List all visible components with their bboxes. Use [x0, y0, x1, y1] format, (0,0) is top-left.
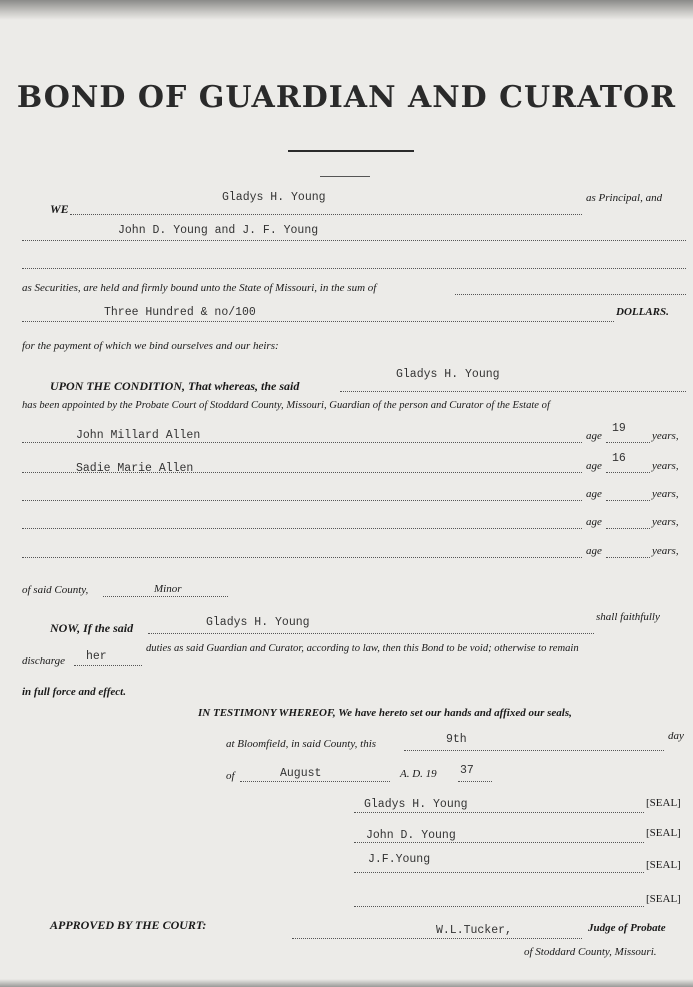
- appointment-text: has been appointed by the Probate Court of Stoddard County, Missouri, Guardian of the person and Curator of the Estate of: [22, 400, 550, 411]
- we-label: WE: [50, 202, 69, 216]
- years-label-2: years,: [652, 460, 679, 472]
- county-line: [103, 596, 228, 597]
- date-month: August: [280, 767, 322, 780]
- date-year: 37: [460, 764, 474, 777]
- place-label: at Bloomfield, in said County, this: [226, 738, 377, 750]
- discharge-label: discharge: [22, 655, 65, 667]
- age-line-4: [606, 528, 650, 529]
- payment-text: for the payment of which we bind ourselves and our heirs:: [22, 340, 279, 352]
- blank-line: [22, 268, 686, 269]
- age-label-5: age: [586, 545, 602, 557]
- signature-line-1: [354, 812, 644, 813]
- signature-1: Gladys H. Young: [364, 798, 468, 811]
- day-suffix: day: [668, 730, 684, 742]
- county-value: Minor: [154, 583, 182, 595]
- full-force: in full force and effect.: [22, 686, 126, 698]
- age-label-2: age: [586, 460, 602, 472]
- sum-line-1: [455, 294, 686, 295]
- now-name: Gladys H. Young: [206, 616, 310, 629]
- ward-name-2: Sadie Marie Allen: [76, 462, 194, 475]
- county-label: of said County,: [22, 584, 89, 596]
- age-label-3: age: [586, 488, 602, 500]
- judge-county: of Stoddard County, Missouri.: [524, 946, 657, 958]
- age-label-4: age: [586, 516, 602, 528]
- age-line-2: [606, 472, 650, 473]
- principal-name: Gladys H. Young: [222, 191, 326, 204]
- ward-line-1: [22, 442, 582, 443]
- age-label-1: age: [586, 430, 602, 442]
- years-label-3: years,: [652, 488, 679, 500]
- discharge-line: [74, 665, 142, 666]
- principal-suffix: as Principal, and: [586, 192, 663, 204]
- day-line: [404, 750, 664, 751]
- seal-3: [SEAL]: [646, 859, 681, 871]
- date-of: of: [226, 770, 235, 782]
- judge-name: W.L.Tucker,: [436, 924, 512, 937]
- years-label-5: years,: [652, 545, 679, 557]
- ward-age-2: 16: [612, 452, 626, 465]
- seal-2: [SEAL]: [646, 827, 681, 839]
- condition-label: UPON THE CONDITION, That whereas, the said: [50, 379, 300, 393]
- condition-name: Gladys H. Young: [396, 368, 500, 381]
- approved-label: APPROVED BY THE COURT:: [50, 918, 207, 932]
- month-line: [240, 781, 390, 782]
- title-rule: [288, 150, 414, 152]
- now-label: NOW, If the said: [50, 621, 134, 635]
- signature-3: J.F.Young: [368, 853, 431, 866]
- ward-line-5: [22, 557, 582, 558]
- date-ad: A. D. 19: [400, 768, 437, 780]
- ward-line-3: [22, 500, 582, 501]
- ward-name-1: John Millard Allen: [76, 429, 201, 442]
- amount-line: [22, 321, 614, 322]
- age-line-5: [606, 557, 650, 558]
- judge-line: [292, 938, 582, 939]
- judge-title: Judge of Probate: [588, 922, 666, 934]
- signature-line-2: [354, 842, 644, 843]
- age-line-1: [606, 442, 650, 443]
- years-label-4: years,: [652, 516, 679, 528]
- seal-4: [SEAL]: [646, 893, 681, 905]
- age-line-3: [606, 500, 650, 501]
- condition-line: [340, 391, 686, 392]
- document-title: BOND OF GUARDIAN AND CURATOR: [16, 80, 677, 115]
- testimony-text: IN TESTIMONY WHEREOF, We have hereto set our hands and affixed our seals,: [198, 707, 572, 719]
- signature-line-3: [354, 872, 644, 873]
- ward-line-4: [22, 528, 582, 529]
- signature-line-4: [354, 906, 644, 907]
- principal-line: [70, 214, 582, 215]
- now-line: [148, 633, 594, 634]
- ward-age-1: 19: [612, 422, 626, 435]
- sureties-line: [22, 240, 686, 241]
- years-label-1: years,: [652, 430, 679, 442]
- discharge-pronoun: her: [86, 650, 107, 663]
- scan-edge-top: [0, 0, 693, 20]
- signature-2: John D. Young: [366, 829, 456, 842]
- scan-edge-bottom: [0, 979, 693, 987]
- year-line: [458, 781, 492, 782]
- seal-1: [SEAL]: [646, 797, 681, 809]
- securities-text: as Securities, are held and firmly bound unto the State of Missouri, in the sum of: [22, 282, 377, 294]
- sureties-names: John D. Young and J. F. Young: [118, 224, 319, 237]
- now-suffix: shall faithfully: [596, 611, 660, 623]
- amount-unit: DOLLARS.: [616, 306, 669, 318]
- discharge-text: duties as said Guardian and Curator, according to law, then this Bond to be void; otherwise to remain: [146, 643, 579, 654]
- title-ornament: [320, 176, 370, 177]
- day-value: 9th: [446, 733, 467, 746]
- amount-value: Three Hundred & no/100: [104, 306, 256, 319]
